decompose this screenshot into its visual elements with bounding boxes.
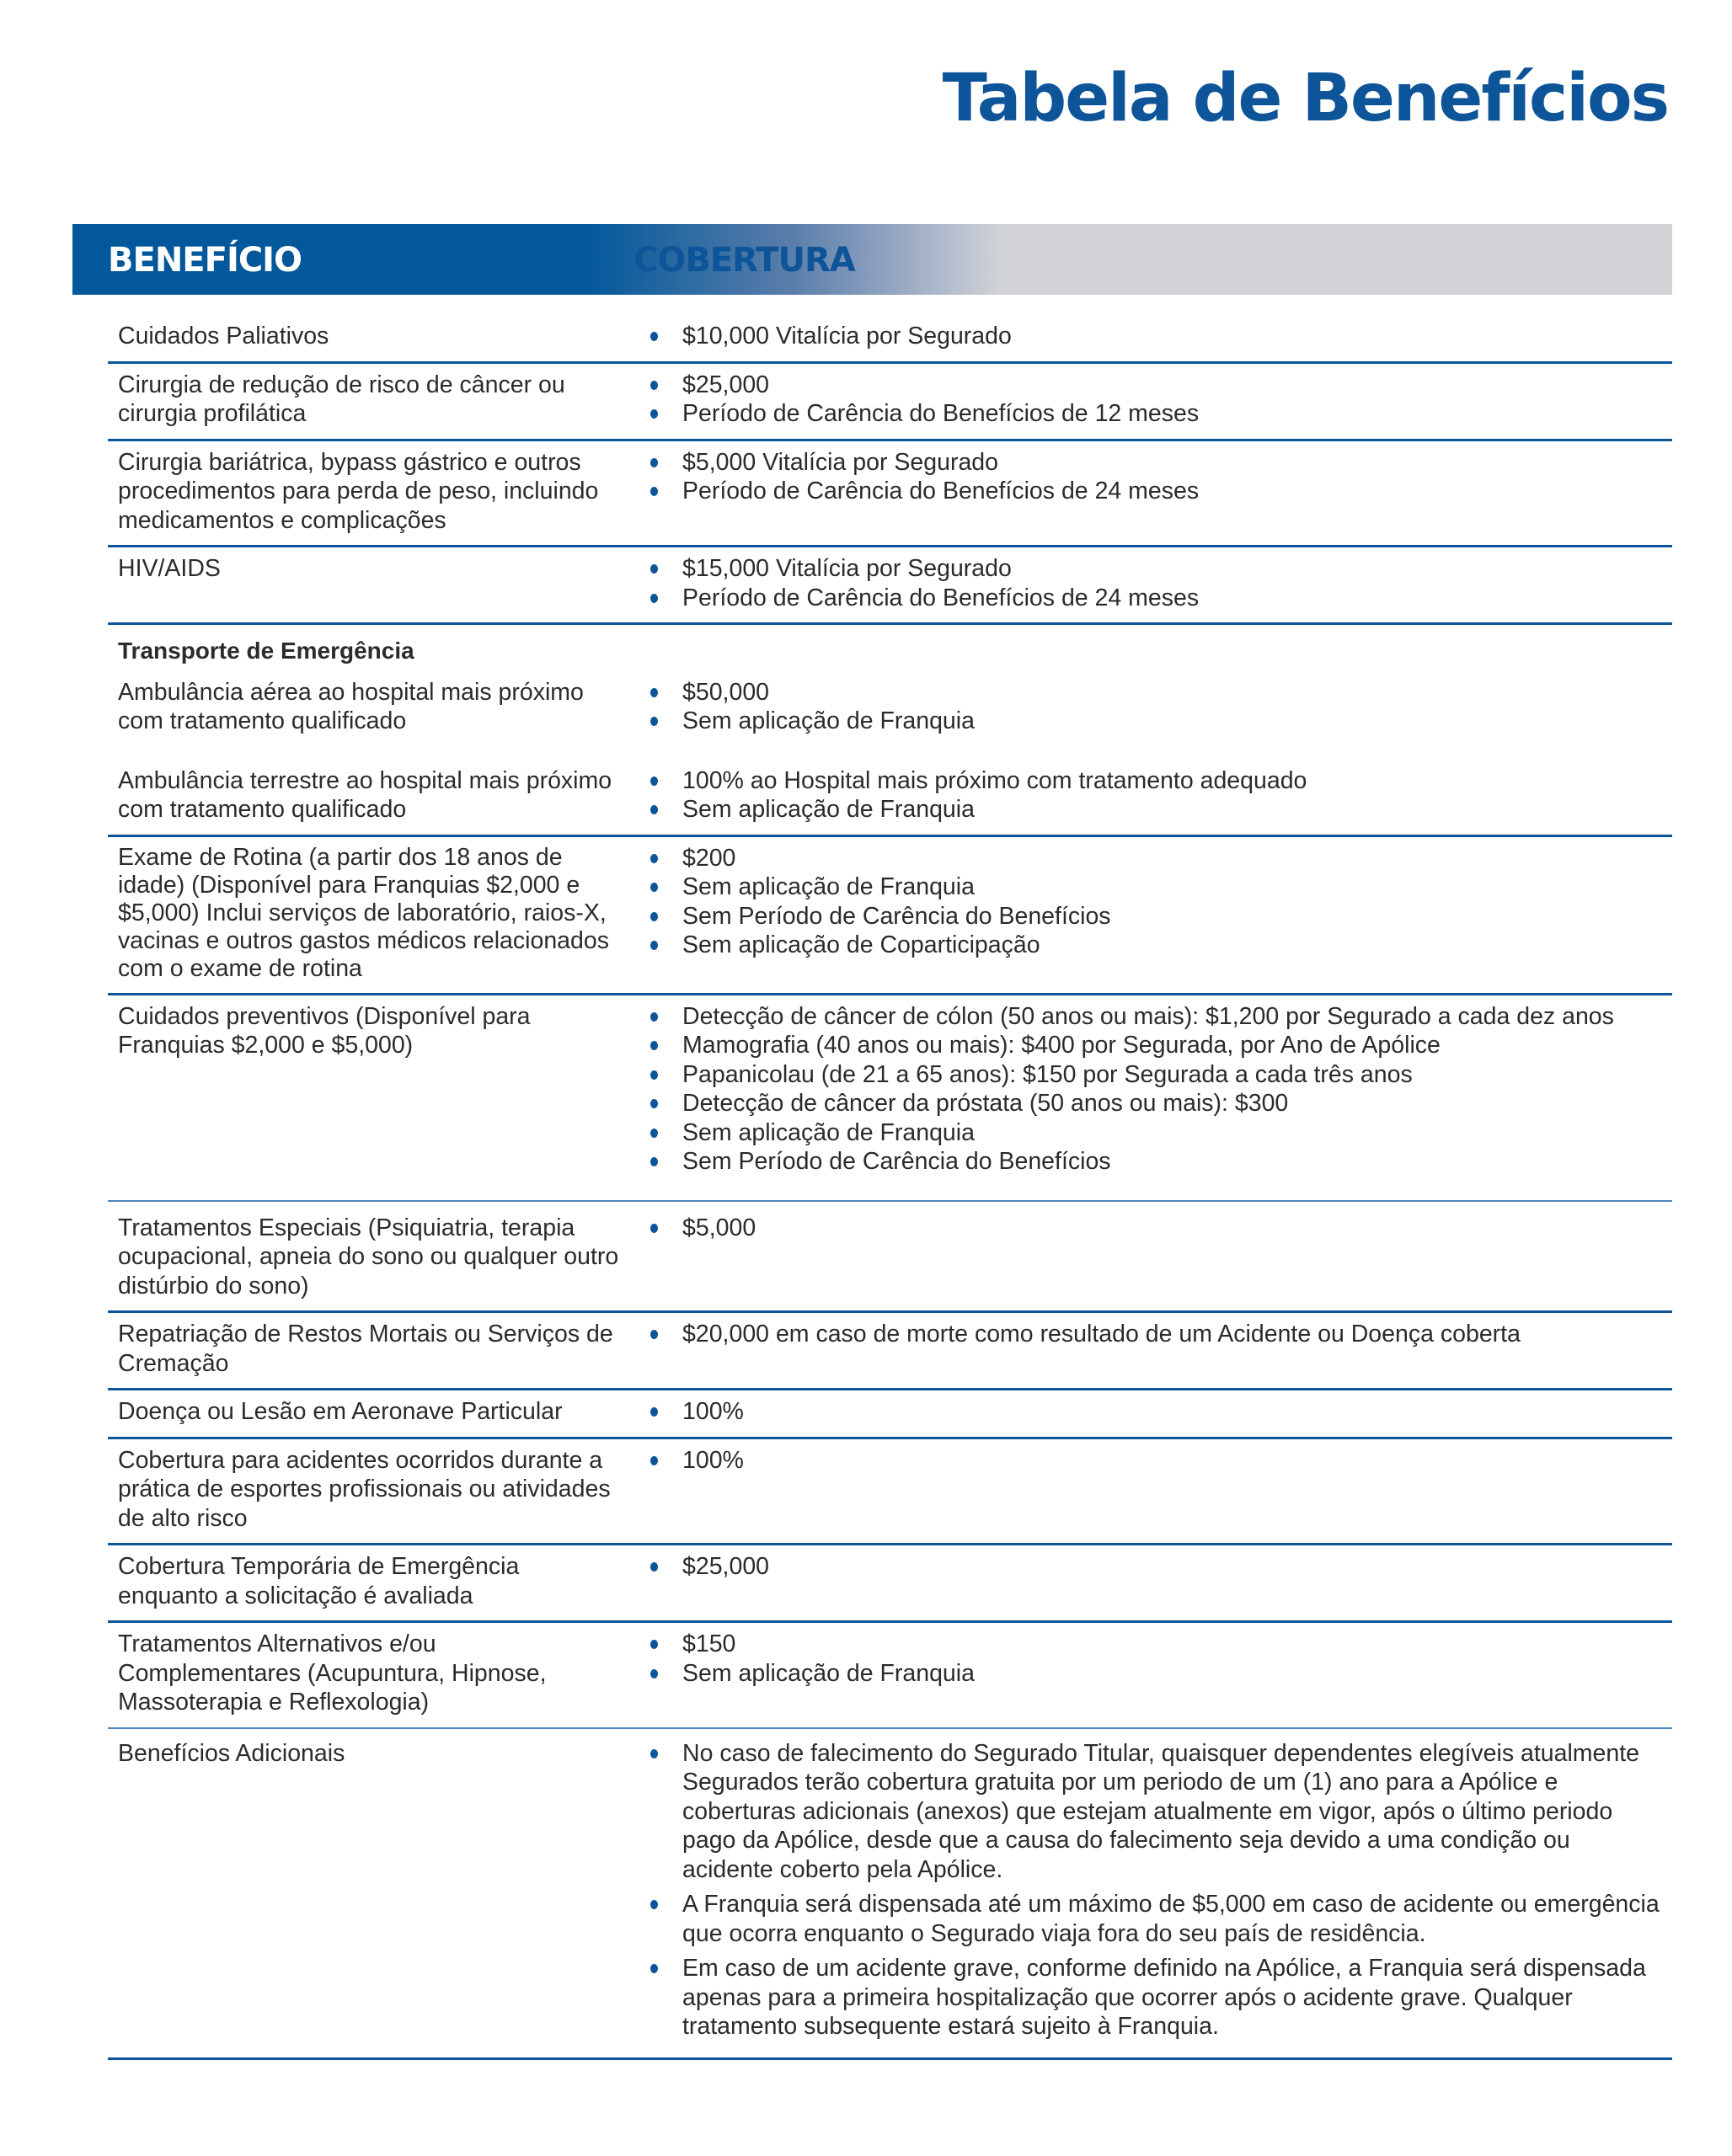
coverage-item: $200: [650, 844, 1672, 873]
benefits-table: [108, 315, 1672, 2060]
table-row: [108, 1202, 1672, 1314]
bullet-icon: [650, 805, 658, 814]
section-heading-row: [108, 625, 1672, 671]
coverage-item: $10,000 Vitalícia por Segurado: [650, 322, 1672, 351]
coverage-item: Sem Período de Carência do Benefícios: [650, 1147, 1672, 1177]
bullet-icon: [650, 1041, 658, 1050]
table-row: [108, 547, 1672, 625]
coverage-item: Sem aplicação de Franquia: [650, 873, 1672, 902]
benefit-name: Ambulância aérea ao hospital mais próximo com tratamento qualificado: [118, 678, 584, 734]
coverage-item: $50,000: [650, 678, 1672, 707]
bullet-icon: [650, 1129, 658, 1138]
benefit-name: Cuidados preventivos (Disponível para Franquias $2,000 e $5,000): [118, 1002, 531, 1059]
coverage-item: 100%: [650, 1446, 1672, 1476]
coverage-item: Sem aplicação de Franquia: [650, 795, 1672, 825]
table-row: [108, 1390, 1672, 1439]
bullet-icon: [650, 564, 658, 574]
header-coverage: COBERTURA: [633, 241, 855, 280]
bullet-icon: [650, 458, 658, 467]
benefit-name: Repatriação de Restos Mortais ou Serviços de Cremação: [118, 1321, 613, 1377]
bullet-icon: [650, 854, 658, 863]
bullet-icon: [650, 332, 658, 341]
coverage-item: Sem aplicação de Franquia: [650, 1659, 1672, 1689]
table-header: [72, 224, 1672, 295]
bullet-icon: [650, 1562, 658, 1572]
coverage-item: No caso de falecimento do Segurado Titular, quaisquer dependentes elegíveis atualmente Segurados terão cobertura gratuita por um periodo de um (1) ano para a Apólice e coberturas adicionais (anexos) que estejam atualmente em vigor, após o último periodo pago da Apólice, desde que a causa do falecimento seja devido a uma condição ou acidente coberto pela Apólice.: [650, 1739, 1664, 1885]
table-row: [108, 1313, 1672, 1390]
page-title: Tabela de Benefícios: [942, 61, 1668, 136]
table-row: [108, 995, 1672, 1202]
benefit-name: Cirurgia de redução de risco de câncer ou cirurgia profilática: [118, 371, 565, 427]
table-row: [108, 364, 1672, 441]
table-row: [108, 671, 1672, 760]
benefit-name: Cobertura para acidentes ocorridos durante a prática de esportes profissionais ou atividades de alto risco: [118, 1446, 611, 1532]
coverage-item: Sem aplicação de Franquia: [650, 707, 1672, 736]
bullet-icon: [650, 1456, 658, 1465]
bullet-icon: [650, 1224, 658, 1233]
coverage-item: Detecção de câncer de cólon (50 anos ou mais): $1,200 por Segurado a cada dez anos: [650, 1002, 1672, 1032]
benefit-name: Tratamentos Especiais (Psiquiatria, terapia ocupacional, apneia do sono ou qualquer outro distúrbio do sono): [118, 1214, 619, 1299]
table-row: [108, 315, 1672, 364]
bullet-icon: [650, 1749, 658, 1758]
bullet-icon: [650, 776, 658, 786]
coverage-item: $150: [650, 1630, 1672, 1659]
bullet-icon: [650, 1070, 658, 1080]
bullet-icon: [650, 717, 658, 726]
bullet-icon: [650, 1099, 658, 1108]
coverage-item: Detecção de câncer da próstata (50 anos ou mais): $300: [650, 1089, 1672, 1118]
coverage-item: $5,000 Vitalícia por Segurado: [650, 448, 1672, 478]
bullet-icon: [650, 688, 658, 697]
benefit-name: Cobertura Temporária de Emergência enquanto a solicitação é avaliada: [118, 1553, 520, 1609]
bullet-icon: [650, 1640, 658, 1649]
benefit-name: Ambulância terrestre ao hospital mais próximo com tratamento qualificado: [118, 766, 612, 823]
benefit-name: Tratamentos Alternativos e/ou Complementares (Acupuntura, Hipnose, Massoterapia e Reflexologia): [118, 1630, 547, 1716]
benefit-name: Doença ou Lesão em Aeronave Particular: [118, 1398, 563, 1425]
coverage-item: 100% ao Hospital mais próximo com tratamento adequado: [650, 766, 1672, 796]
coverage-item: Papanicolau (de 21 a 65 anos): $150 por Segurada a cada três anos: [650, 1060, 1672, 1090]
bullet-icon: [650, 594, 658, 603]
coverage-item: Período de Carência do Benefícios de 24 meses: [650, 477, 1672, 506]
bullet-icon: [650, 1157, 658, 1166]
coverage-item: Em caso de um acidente grave, conforme definido na Apólice, a Franquia será dispensada apenas para a primeira hospitalização que ocorrer após o acidente grave. Qualquer tratamento subsequente estará sujeito à Franquia.: [650, 1954, 1664, 2041]
bullet-icon: [650, 1964, 658, 1973]
header-benefit: BENEFÍCIO: [108, 241, 302, 280]
table-row: [108, 1439, 1672, 1546]
bullet-icon: [650, 912, 658, 921]
coverage-item: $15,000 Vitalícia por Segurado: [650, 554, 1672, 584]
benefit-name: HIV/AIDS: [118, 555, 221, 582]
bullet-icon: [650, 1330, 658, 1339]
bullet-icon: [650, 487, 658, 496]
coverage-item: Período de Carência do Benefícios de 24 meses: [650, 584, 1672, 613]
benefit-name: Exame de Rotina (a partir dos 18 anos de idade) (Disponível para Franquias $2,000 e $5,000) Inclui serviços de laboratório, raios-X, vacinas e outros gastos médicos relacionados com o exame de rotina: [118, 843, 609, 982]
table-row: [108, 837, 1672, 995]
coverage-item: 100%: [650, 1397, 1672, 1427]
coverage-item: $25,000: [650, 1552, 1672, 1582]
coverage-item: Sem aplicação de Franquia: [650, 1118, 1672, 1148]
benefit-name: Cuidados Paliativos: [118, 323, 329, 350]
bullet-icon: [650, 883, 658, 892]
coverage-item: Mamografia (40 anos ou mais): $400 por Segurada, por Ano de Apólice: [650, 1031, 1672, 1060]
table-row: [108, 1729, 1672, 2060]
coverage-item: Período de Carência do Benefícios de 12 meses: [650, 399, 1672, 429]
table-row: [108, 441, 1672, 548]
bullet-icon: [650, 1669, 658, 1678]
benefit-name: Cirurgia bariátrica, bypass gástrico e outros procedimentos para perda de peso, incluindo medicamentos e complicações: [118, 448, 599, 534]
coverage-item: Sem aplicação de Coparticipação: [650, 931, 1672, 960]
coverage-item: $25,000: [650, 371, 1672, 400]
coverage-item: A Franquia será dispensada até um máximo de $5,000 em caso de acidente ou emergência que ocorra enquanto o Segurado viaja fora do seu país de residência.: [650, 1890, 1664, 1948]
bullet-icon: [650, 409, 658, 419]
bullet-icon: [650, 381, 658, 390]
benefit-name: Benefícios Adicionais: [118, 1739, 345, 1767]
bullet-icon: [650, 1900, 658, 1909]
coverage-item: $20,000 em caso de morte como resultado de um Acidente ou Doença coberta: [650, 1320, 1672, 1349]
bullet-icon: [650, 1407, 658, 1417]
table-row: [108, 1545, 1672, 1623]
section-heading: Transporte de Emergência: [118, 638, 414, 664]
table-row: [108, 760, 1672, 837]
bullet-icon: [650, 1012, 658, 1022]
bullet-icon: [650, 941, 658, 950]
coverage-item: $5,000: [650, 1214, 1672, 1243]
table-row: [108, 1623, 1672, 1729]
coverage-item: Sem Período de Carência do Benefícios: [650, 902, 1672, 931]
